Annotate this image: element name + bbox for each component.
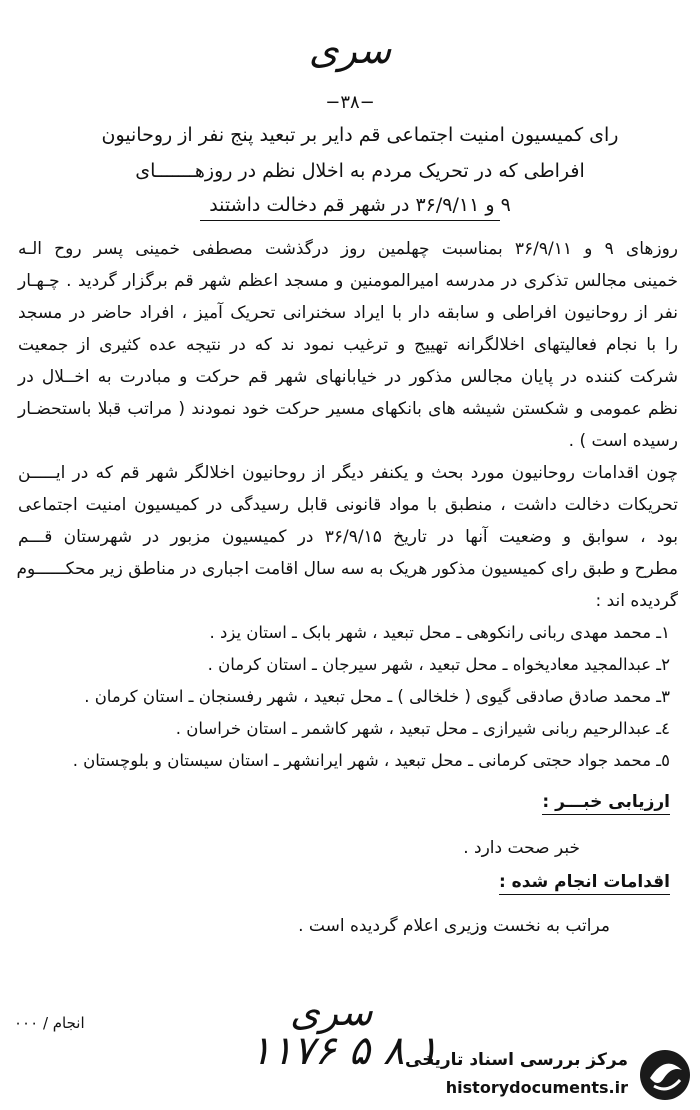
archive-logo-url[interactable]: historydocuments.ir [445,1078,628,1097]
list-item: ٤ـ عبدالرحیم ربانی شیرازی ـ محل تبعید ، شهر کاشمر ـ استان خراسان . [175,719,670,738]
evaluation-heading: ارزیابی خبـــر : [542,792,670,812]
body-line: روزهای ۹ و ۳۶/۹/۱۱ بمناسبت چهلمین روز درگذشت مصطفی خمینی پسر روح الـه [18,239,678,259]
title-line: ۹ و ۳۶/۹/۱۱ در شهر قم دخالت داشتند [209,194,511,216]
body-line: مطرح و طبق رای کمیسیون مذکور هریک به سه سال اقامت اجباری در مناطق زیر محکــــــوم [16,559,678,579]
list-item: ۲ـ عبدالمجید معادیخواه ـ محل تبعید ، شهر سیرجان ـ استان کرمان . [207,655,670,674]
list-item: ٥ـ محمد جواد حجتی کرمانی ـ محل تبعید ، شهر ایرانشهر ـ استان سیستان و بلوچستان . [72,751,670,770]
list-item: ۳ـ محمد صادق صادقی گیوی ( خلخالی ) ـ محل تبعید ، شهر رفسنجان ـ استان کرمان . [84,687,670,706]
title-line: رای کمیسیون امنیت اجتماعی قم دایر بر تبعید پنج نفر از روحانیون [101,124,619,146]
actions-text: مراتب به نخست وزیری اعلام گردیده است . [298,916,610,936]
body-line: بود ، سوابق و وضعیت آنها در تاریخ ۳۶/۹/۱۵ در کمیسیون مزبور در شهرستان قـــم [18,527,678,547]
evaluation-text: خبر صحت دارد . [463,838,580,858]
actions-heading: اقدامات انجام شده : [499,872,670,892]
body-line: گردیده اند : [595,591,678,611]
title-line: افراطی که در تحریک مردم به اخلال نظم در روزهـــــــای [135,160,585,182]
body-line: نفر از روحانیون افراطی و سابقه دار با ایراد سخنرانی تحریک آمیز ، افراد حاضر در مسجد [18,303,678,323]
archive-number: انجام / ۰۰۰ [14,1014,85,1032]
body-line: خمینی مجالس تذکری در مدرسه امیرالمومنین و مسجد اعظم شهر قم برگزار گردید . چـهـار [18,271,678,291]
archive-emblem-icon [638,1048,692,1102]
handwritten-number: ۱۱۷۶ ۵ ۸ ۱ [250,1028,439,1074]
archive-logo-text: مرکز بررسی اسناد تاریخی [405,1050,628,1070]
title-underline [200,220,500,221]
body-line: شرکت کننده در پایان مجالس مذکور در خیابانهای شهر قم حرکت و مبادرت به اخــلال در [18,367,678,387]
list-item: ۱ـ محمد مهدی ربانی رانکوهی ـ محل تبعید ، شهر بابک ـ استان یزد . [209,623,670,642]
archive-logo [390,1040,700,1110]
classification-stamp-top: سری [308,28,392,72]
classification-stamp-bottom: سری [290,990,373,1034]
page-number: −۳۸− [325,92,375,113]
body-line: را با نجام فعالیتهای اخلالگرانه تهییج و ترغیب نمود ند که در نتیجه عده کثیری از جمعیت [18,335,678,355]
body-line: رسیده است ) . [568,431,678,451]
body-line: نظم عمومی و شکستن شیشه های بانکهای مسیر حرکت خود نمودند ( مراتب قبلا باستحضـار [18,399,678,419]
body-line: تحریکات دخالت داشت ، منطبق با مواد قانونی قابل رسیدگی در کمیسیون امنیت اجتماعی [18,495,678,515]
body-line: چون اقدامات روحانیون مورد بحث و یکنفر دیگر از روحانیون اخلالگر شهر قم که در ایـــــن [18,463,678,483]
